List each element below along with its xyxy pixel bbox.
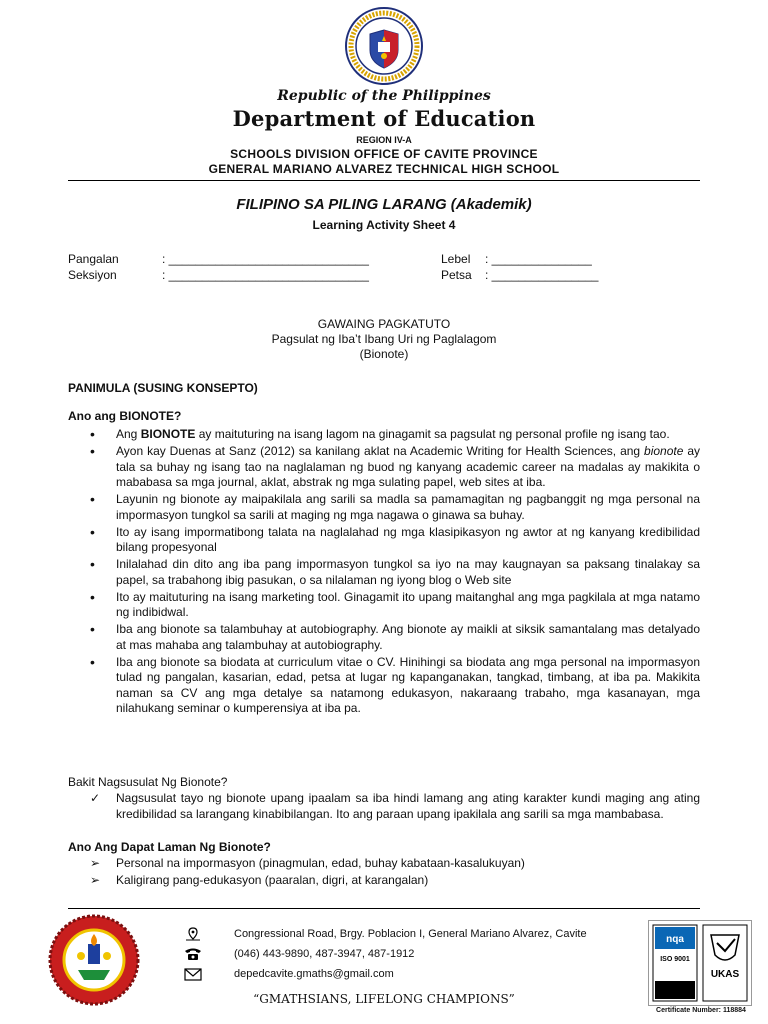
pangalan-input[interactable]: : ______________________________ (162, 252, 369, 266)
division-label: SCHOOLS DIVISION OFFICE OF CAVITE PROVINCE (230, 147, 538, 161)
petsa-field[interactable] (441, 268, 641, 284)
activity-topic: (Bionote) (359, 347, 409, 361)
bullet-icon (90, 622, 95, 639)
list-item (68, 655, 700, 717)
activity-subtitle: Pagsulat ng Iba’t Ibang Uri ng Paglalagom (271, 332, 497, 346)
bullet-icon (90, 525, 95, 542)
seksiyon-label: Seksiyon (68, 268, 117, 282)
bullet-icon (90, 427, 95, 444)
subject-title: FILIPINO SA PILING LARANG (Akademik) (236, 196, 532, 213)
section-heading: PANIMULA (SUSING KONSEPTO) (68, 381, 258, 395)
ukas-label: UKAS (710, 969, 740, 980)
check-icon (90, 791, 100, 807)
school-motto: “GMATHSIANS, LIFELONG CHAMPIONS” (253, 992, 515, 1006)
school-name: GENERAL MARIANO ALVAREZ TECHNICAL HIGH SCHOOL (208, 162, 560, 176)
location-pin-icon (184, 927, 202, 941)
activity-title: GAWAING PAGKATUTO (317, 317, 451, 331)
lebel-input[interactable]: : _______________ (485, 252, 592, 266)
certification-badge-icon (649, 921, 751, 1005)
envelope-icon (184, 967, 202, 981)
bullet-icon (90, 444, 95, 461)
bullet-text: Ito ay isang impormatibong talata na naglalahad ng mga klasipikasyon ng awtor at ng kanyang kredibilidad bilang propesyonal (116, 524, 700, 554)
footer-divider (68, 908, 700, 909)
list-item (68, 525, 700, 556)
pangalan-field[interactable] (68, 252, 388, 268)
republic-label: Republic of the Philippines (277, 88, 491, 104)
petsa-input[interactable]: : ________________ (485, 268, 599, 282)
seksiyon-field[interactable] (68, 268, 388, 284)
why-bullet-list (68, 791, 700, 824)
address-text: Congressional Road, Brgy. Poblacion I, General Mariano Alvarez, Cavite (234, 928, 587, 940)
list-item (68, 791, 700, 822)
why-heading: Bakit Nagsusulat Ng Bionote? (68, 775, 228, 789)
list-item (68, 427, 700, 443)
iso-label: ISO 9001 (660, 956, 690, 963)
bionote-bullet-list (68, 427, 700, 718)
lebel-label: Lebel (441, 252, 471, 266)
list-item (68, 856, 700, 872)
bullet-text: Ito ay maituturing na isang marketing tool. Ginagamit ito upang maitanghal ang mga pagkilala at mga natamo ng indibidwal. (116, 589, 700, 619)
list-item (68, 622, 700, 653)
bullet-text: Layunin ng bionote ay maipakilala ang sarili sa madla sa pamamagitan ng pagbanggit ng mga personal na impormasyon tungkol sa sarili at maging ng mga nagawa o ginawa sa buhay. (116, 492, 700, 522)
bullet-text: Personal na impormasyon (pinagmulan, edad, buhay kabataan-kasalukuyan) (116, 856, 525, 870)
pangalan-label: Pangalan (68, 252, 119, 266)
question-heading: Ano ang BIONOTE? (68, 409, 182, 423)
arrow-icon (90, 873, 100, 889)
bullet-icon (90, 492, 95, 509)
lebel-field[interactable] (441, 252, 641, 268)
bullet-icon (90, 590, 95, 607)
content-heading: Ano Ang Dapat Laman Ng Bionote? (68, 840, 271, 854)
list-item (68, 444, 700, 491)
list-item (68, 873, 700, 889)
content-bullet-list (68, 856, 700, 890)
certification-badge (648, 920, 752, 1006)
bullet-icon (90, 557, 95, 574)
phone-icon (184, 947, 202, 961)
bullet-text: Kaligirang pang-edukasyon (paaralan, digri, at karangalan) (116, 873, 429, 887)
email-text[interactable]: depedcavite.gmaths@gmail.com (234, 968, 394, 980)
bullet-text: Iba ang bionote sa talambuhay at autobiography. Ang bionote ay maikli at siksik samantalang mas detalyado at mas mahaba ang talambuhay at autobiography. (116, 622, 700, 652)
certificate-number: Certificate Number: 118884 (656, 1007, 746, 1014)
arrow-icon (90, 856, 100, 872)
bullet-icon (90, 655, 95, 672)
bullet-text: Iba ang bionote sa biodata at curriculum vitae o CV. Hinihingi sa biodata ang mga personal na impormasyon tulad ng pangalan, kasarian, edad, petsa at lugar ng kapanganakan, tangkad, timbang, at iba pa. Makikita naman sa CV ang mga detalye sa natamong edukasyon, nakaraang trabaho, mga kasanayan, mga nilahukang seminar o kumperensiya at iba pa. (116, 654, 700, 715)
phone-text: (046) 443-9890, 487-3947, 487-1912 (234, 948, 415, 960)
bullet-text: Ayon kay Duenas at Sanz (2012) sa kanilang aklat na Academic Writing for Health Sciences, ang bionote ay tala sa buhay ng isang tao na naglalaman ng buod ng kanyang academic career na madalas ay makikita o mababasa sa mga journal, aklat, abstrak ng mga sulating papel, web sites at iba. (116, 444, 700, 489)
bullet-text: Ang BIONOTE ay maituturing na isang lagom na ginagamit sa pagsulat ng personal profile ng isang tao. (116, 427, 670, 441)
petsa-label: Petsa (441, 268, 472, 282)
deped-seal-icon (344, 6, 424, 86)
list-item (68, 492, 700, 523)
department-title: Department of Education (232, 106, 536, 131)
region-label: REGION IV-A (356, 135, 412, 145)
seksiyon-input[interactable]: : ______________________________ (162, 268, 369, 282)
bullet-text: Nagsusulat tayo ng bionote upang ipaalam sa iba hindi lamang ang ating karakter kundi maging ang ating kredibilidad sa larangang kinabibilangan. Ito ang paraan upang ipakilala ang sarili sa mga mambabasa. (116, 791, 700, 821)
list-item (68, 557, 700, 588)
svg-text:nqa: nqa (666, 934, 684, 945)
sheet-label: Learning Activity Sheet 4 (312, 218, 456, 232)
bullet-text: Inilalahad din dito ang iba pang impormasyon tungkol sa iyo na may kaugnayan sa paksang tinalakay sa papel, sa trabahong ibig pasukan, o sa nilalaman ng iyong blog o Web site (116, 557, 700, 587)
list-item (68, 590, 700, 621)
header-divider (68, 180, 700, 181)
